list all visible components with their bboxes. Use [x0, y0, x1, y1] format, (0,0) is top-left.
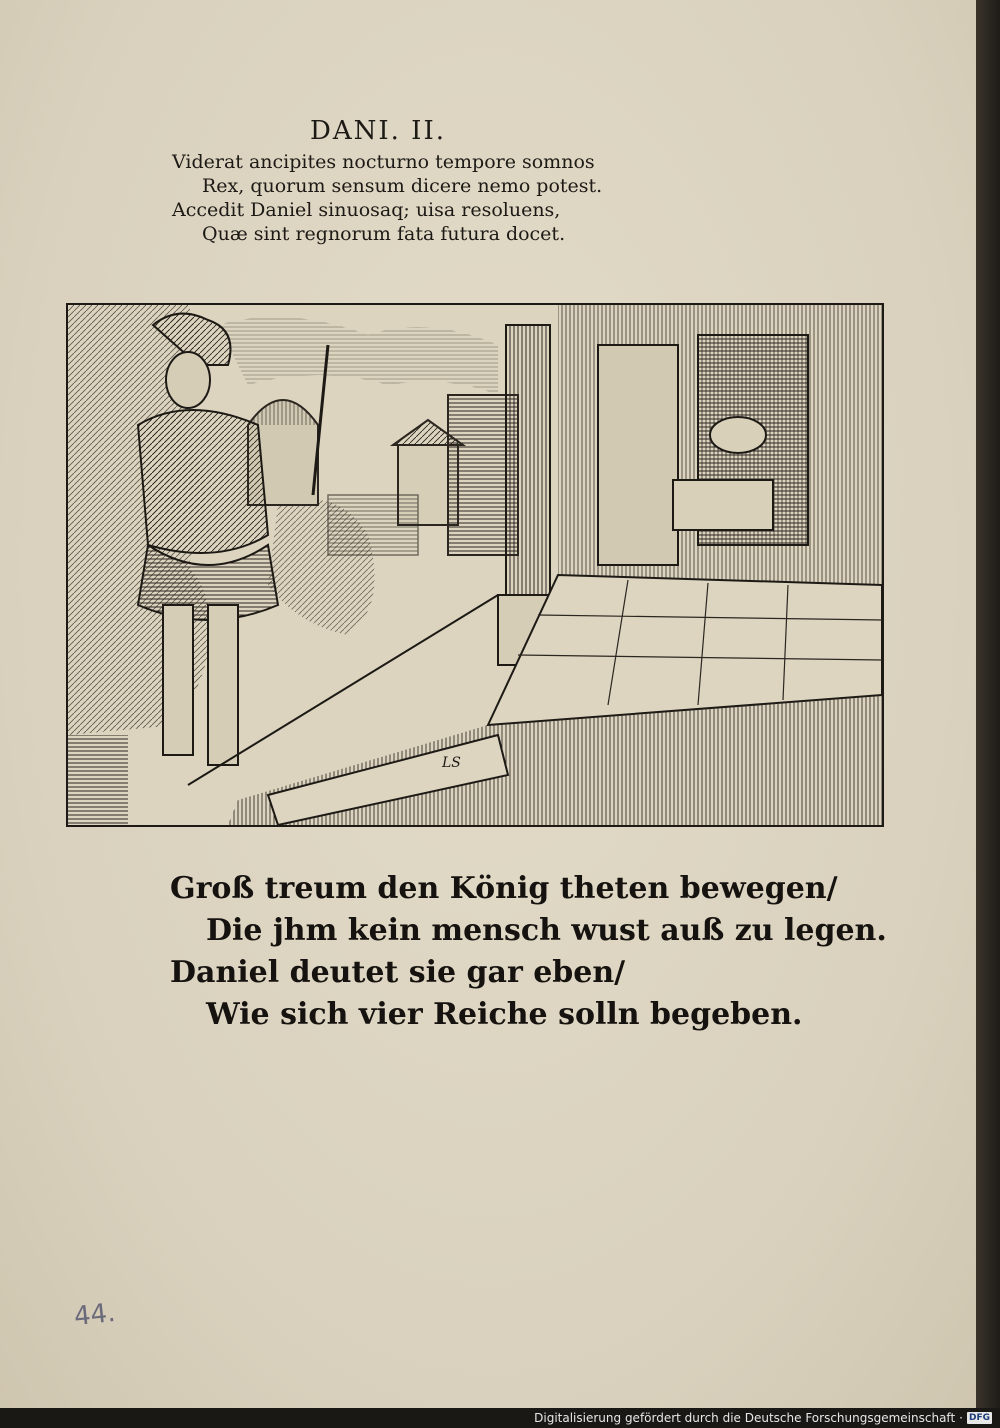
latin-line-4: Quæ sint regnorum fata futura docet. [202, 223, 566, 245]
book-edge [976, 0, 1000, 1408]
german-verse [170, 868, 887, 1036]
german-line-4: Wie sich vier Reiche solln begeben. [206, 997, 803, 1032]
footer-credit-text: Digitalisierung gefördert durch die Deutsche Forschungsgemeinschaft [534, 1411, 956, 1425]
latin-line-1: Viderat ancipites nocturno tempore somnos [172, 151, 595, 173]
chapter-heading: DANI. II. [310, 116, 446, 146]
handwritten-page-number: 44. [72, 1297, 117, 1333]
footer-credit [534, 1409, 992, 1427]
woodcut-illustration [66, 303, 884, 827]
woodcut-scene [68, 305, 882, 825]
latin-line-2: Rex, quorum sensum dicere nemo potest. [202, 175, 603, 197]
german-line-2: Die jhm kein mensch wust auß zu legen. [206, 913, 887, 948]
latin-line-3: Accedit Daniel sinuosaq; uisa resoluens, [172, 199, 561, 221]
german-line-3: Daniel deutet sie gar eben/ [170, 955, 626, 990]
woodcut-monogram: LS [442, 755, 461, 771]
german-line-1: Groß treum den König theten bewegen/ [170, 871, 838, 906]
latin-verse [172, 150, 652, 246]
footer-separator: · [959, 1411, 963, 1425]
dfg-logo-icon: DFG [968, 1413, 990, 1423]
